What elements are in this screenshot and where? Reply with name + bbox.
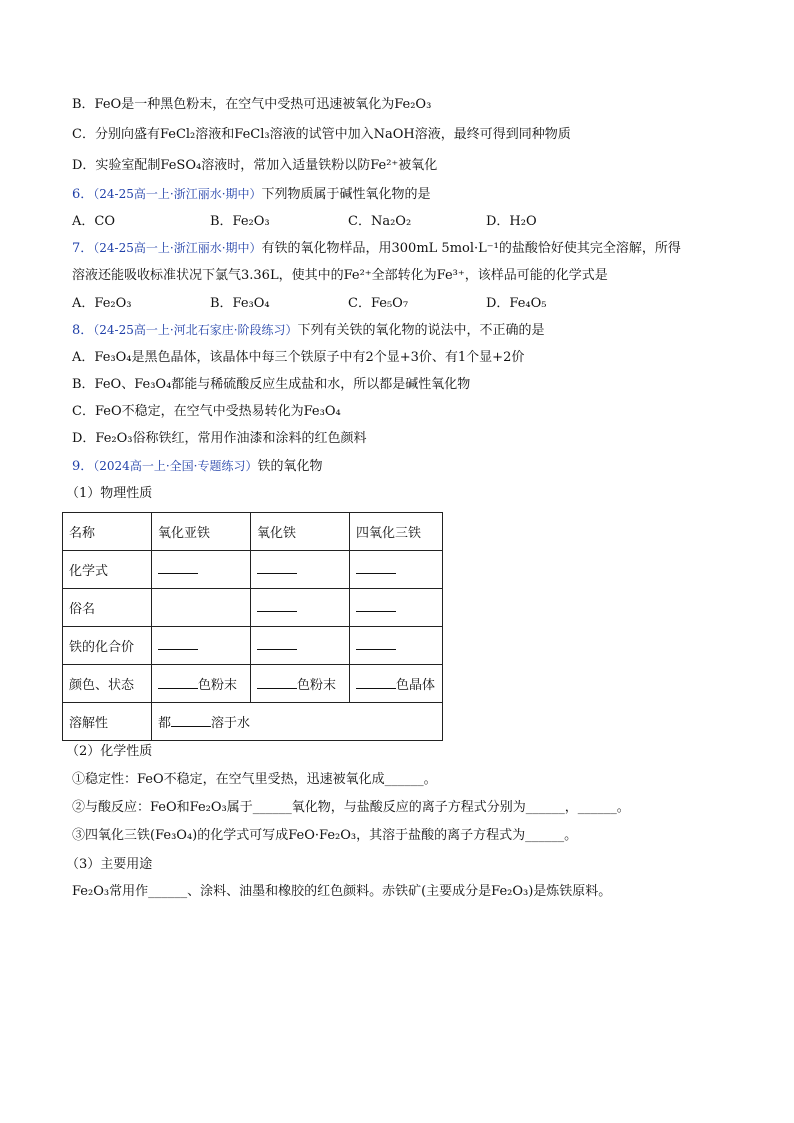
cell-prefix: 都 xyxy=(158,716,172,731)
cell-suffix: 色粉末 xyxy=(198,678,238,693)
cell-suffix: 色粉末 xyxy=(297,678,337,693)
blank-cell[interactable] xyxy=(251,665,350,703)
blank-cell[interactable] xyxy=(350,551,443,589)
table-row xyxy=(63,551,443,589)
q5-option-d: D．实验室配制FeSO₄溶液时，常加入适量铁粉以防Fe²⁺被氧化 xyxy=(72,158,438,173)
section-physical-properties: （1）物理性质 xyxy=(66,486,153,501)
question-6-stem xyxy=(72,185,431,204)
table-row xyxy=(63,665,443,703)
question-text: 铁的氧化物 xyxy=(257,459,323,474)
table-row xyxy=(63,703,443,741)
q8-option-c: C．FeO不稳定，在空气中受热易转化为Fe₃O₄ xyxy=(72,404,341,419)
question-number: 6． xyxy=(72,187,94,202)
empty-cell xyxy=(152,589,251,627)
blank-cell[interactable] xyxy=(350,627,443,665)
blank-cell[interactable] xyxy=(251,589,350,627)
blank-cell[interactable] xyxy=(152,665,251,703)
question-6-options xyxy=(72,213,712,231)
answer-blank[interactable] xyxy=(356,599,396,612)
answer-blank[interactable] xyxy=(257,599,297,612)
answer-blank[interactable] xyxy=(158,637,198,650)
iron-oxides-table xyxy=(62,512,443,741)
blank-cell[interactable] xyxy=(350,589,443,627)
question-source: （24-25高一上·河北石家庄·阶段练习） xyxy=(93,323,298,337)
table-header-row xyxy=(63,513,443,551)
question-number: 8． xyxy=(72,323,94,338)
table-cell: 四氧化三铁 xyxy=(350,513,443,551)
q5-option-c: C．分别向盛有FeCl₂溶液和FeCl₃溶液的试管中加入NaOH溶液，最终可得到同种物质 xyxy=(72,127,571,142)
table-cell: 名称 xyxy=(63,513,152,551)
answer-blank[interactable] xyxy=(356,676,396,689)
option-b: B．Fe₃O₄ xyxy=(210,296,270,311)
question-7-stem-line2: 溶液还能吸收标准状况下氯气3.36L，使其中的Fe²⁺全部转化为Fe³⁺，该样品可能的化学式是 xyxy=(72,268,608,283)
answer-blank[interactable] xyxy=(257,561,297,574)
blank-cell[interactable] xyxy=(152,551,251,589)
blank-cell[interactable] xyxy=(251,551,350,589)
answer-blank[interactable] xyxy=(171,714,211,727)
option-b: B．Fe₂O₃ xyxy=(210,214,270,229)
question-source: （24-25高一上·浙江丽水·期中） xyxy=(93,187,262,201)
cell-suffix: 色晶体 xyxy=(396,678,436,693)
table-row xyxy=(63,589,443,627)
blank-cell[interactable] xyxy=(251,627,350,665)
option-d: D．H₂O xyxy=(486,214,537,229)
blank-cell[interactable] xyxy=(350,665,443,703)
answer-blank[interactable] xyxy=(158,561,198,574)
answer-blank[interactable] xyxy=(158,676,198,689)
chemical-property-1: ①稳定性：FeO不稳定，在空气里受热，迅速被氧化成______。 xyxy=(72,772,437,787)
table-cell: 铁的化合价 xyxy=(63,627,152,665)
question-text: 有铁的氧化物样品，用300mL 5mol·L⁻¹的盐酸恰好使其完全溶解，所得 xyxy=(261,241,681,256)
answer-blank[interactable] xyxy=(356,637,396,650)
option-c: C．Fe₅O₇ xyxy=(348,296,409,311)
table-cell: 颜色、状态 xyxy=(63,665,152,703)
table-cell: 氧化铁 xyxy=(251,513,350,551)
blank-cell[interactable] xyxy=(152,627,251,665)
table-cell: 化学式 xyxy=(63,551,152,589)
chemical-property-3: ③四氧化三铁(Fe₃O₄)的化学式可写成FeO·Fe₂O₃，其溶于盐酸的离子方程式为______。 xyxy=(72,828,578,843)
answer-blank[interactable] xyxy=(257,676,297,689)
q8-option-d: D．Fe₂O₃俗称铁红，常用作油漆和涂料的红色颜料 xyxy=(72,431,367,446)
answer-blank[interactable] xyxy=(257,637,297,650)
table-row xyxy=(63,627,443,665)
question-number: 7． xyxy=(72,241,94,256)
answer-blank[interactable] xyxy=(356,561,396,574)
table-cell: 俗名 xyxy=(63,589,152,627)
question-9-stem xyxy=(72,457,322,476)
question-source: （24-25高一上·浙江丽水·期中） xyxy=(93,241,262,255)
section-uses: （3）主要用途 xyxy=(66,857,153,872)
uses-text: Fe₂O₃常用作______、涂料、油墨和橡胶的红色颜料。赤铁矿(主要成分是Fe₂O₃)是炼铁原料。 xyxy=(72,884,612,899)
blank-cell[interactable] xyxy=(152,703,443,741)
question-text: 下列物质属于碱性氧化物的是 xyxy=(261,187,431,202)
chemical-property-2: ②与酸反应：FeO和Fe₂O₃属于______氧化物，与盐酸反应的离子方程式分别为______，______。 xyxy=(72,800,630,815)
q8-option-a: A．Fe₃O₄是黑色晶体，该晶体中每三个铁原子中有2个显+3价、有1个显+2价 xyxy=(72,350,525,365)
table-cell: 氧化亚铁 xyxy=(152,513,251,551)
option-a: A．Fe₂O₃ xyxy=(72,296,132,311)
q5-option-b: B．FeO是一种黑色粉末，在空气中受热可迅速被氧化为Fe₂O₃ xyxy=(72,97,432,112)
section-chemical-properties: （2）化学性质 xyxy=(66,744,153,759)
cell-suffix: 溶于水 xyxy=(211,716,251,731)
option-d: D．Fe₄O₅ xyxy=(486,296,547,311)
q8-option-b: B．FeO、Fe₃O₄都能与稀硫酸反应生成盐和水，所以都是碱性氧化物 xyxy=(72,377,471,392)
option-a: A．CO xyxy=(72,214,115,229)
table-cell: 溶解性 xyxy=(63,703,152,741)
question-source: （2024高一上·全国·专题练习） xyxy=(93,459,258,473)
question-7-options xyxy=(72,295,712,313)
question-text: 下列有关铁的氧化物的说法中，不正确的是 xyxy=(297,323,545,338)
question-number: 9． xyxy=(72,459,94,474)
question-7-stem xyxy=(72,239,681,258)
question-8-stem xyxy=(72,321,545,340)
option-c: C．Na₂O₂ xyxy=(348,214,412,229)
